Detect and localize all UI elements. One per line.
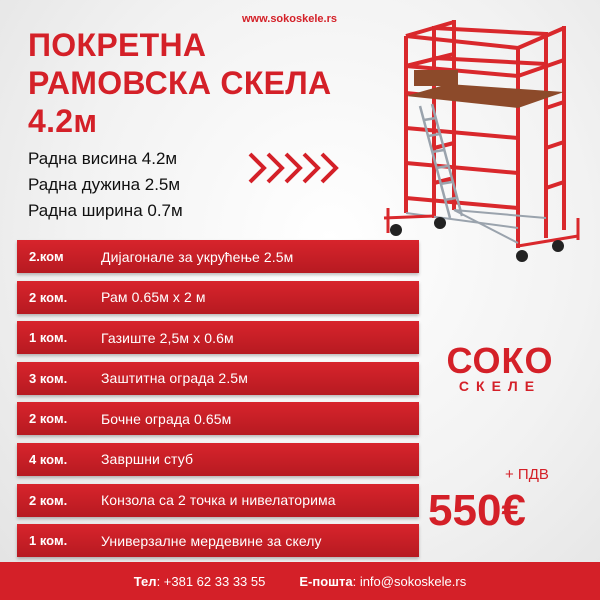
- email-address: : info@sokoskele.rs: [352, 573, 467, 589]
- spec-length: Радна дужина 2.5м: [28, 175, 181, 194]
- list-item: [17, 281, 419, 314]
- vat-note: + ПДВ: [505, 466, 549, 483]
- item-qty: 1 ком.: [29, 330, 68, 346]
- item-desc: Дијагонале за укрућење 2.5м: [101, 248, 294, 265]
- chevron-arrows-icon: [246, 150, 366, 186]
- item-desc: Универзалне мердевине за скелу: [101, 532, 322, 549]
- item-qty: 2.ком: [29, 249, 64, 264]
- phone-label: Тел: [133, 573, 157, 589]
- title-line-1: ПОКРЕТНА: [28, 27, 207, 63]
- spec-height: Радна висина 4.2м: [28, 149, 178, 168]
- item-desc: Завршни стуб: [101, 451, 194, 468]
- list-item: [17, 443, 419, 476]
- item-qty: 2 ком.: [29, 492, 68, 508]
- components-list: [17, 240, 419, 565]
- price: 550€: [428, 486, 526, 535]
- website-url[interactable]: www.sokoskele.rs: [242, 13, 337, 25]
- email-contact[interactable]: [299, 574, 466, 589]
- phone-contact[interactable]: [134, 574, 266, 589]
- list-item: [17, 402, 419, 435]
- item-qty: 2 ком.: [29, 289, 68, 305]
- logo-sub: СКЕЛЕ: [458, 378, 542, 394]
- list-item: [17, 484, 419, 517]
- item-desc: Конзола са 2 точка и нивелаторима: [101, 492, 336, 509]
- item-qty: 4 ком.: [29, 451, 68, 467]
- item-desc: Бочне ограда 0.65м: [101, 410, 232, 427]
- brand-logo: [425, 340, 575, 394]
- email-label: Е-пошта: [299, 573, 353, 589]
- scaffold-illustration: [378, 18, 593, 268]
- phone-number: : +381 62 33 33 55: [156, 573, 266, 589]
- item-desc: Заштитна ограда 2.5м: [101, 370, 248, 387]
- item-desc: Газиште 2,5м x 0.6м: [101, 329, 234, 346]
- contact-footer: [0, 562, 600, 600]
- list-item: [17, 362, 419, 395]
- list-item: [17, 321, 419, 354]
- title-line-2: РАМОВСКА СКЕЛА: [28, 65, 332, 101]
- spec-list: [28, 146, 183, 224]
- spec-width: Радна ширина 0.7м: [28, 201, 183, 220]
- logo-word: СОКО: [446, 340, 554, 381]
- list-item: [17, 524, 419, 557]
- product-title: [28, 26, 331, 140]
- item-qty: 3 ком.: [29, 370, 68, 386]
- list-item: [17, 240, 419, 273]
- item-qty: 1 ком.: [29, 533, 68, 549]
- item-qty: 2 ком.: [29, 411, 68, 427]
- item-desc: Рам 0.65м x 2 м: [101, 289, 206, 306]
- title-size: 4.2м: [28, 103, 98, 139]
